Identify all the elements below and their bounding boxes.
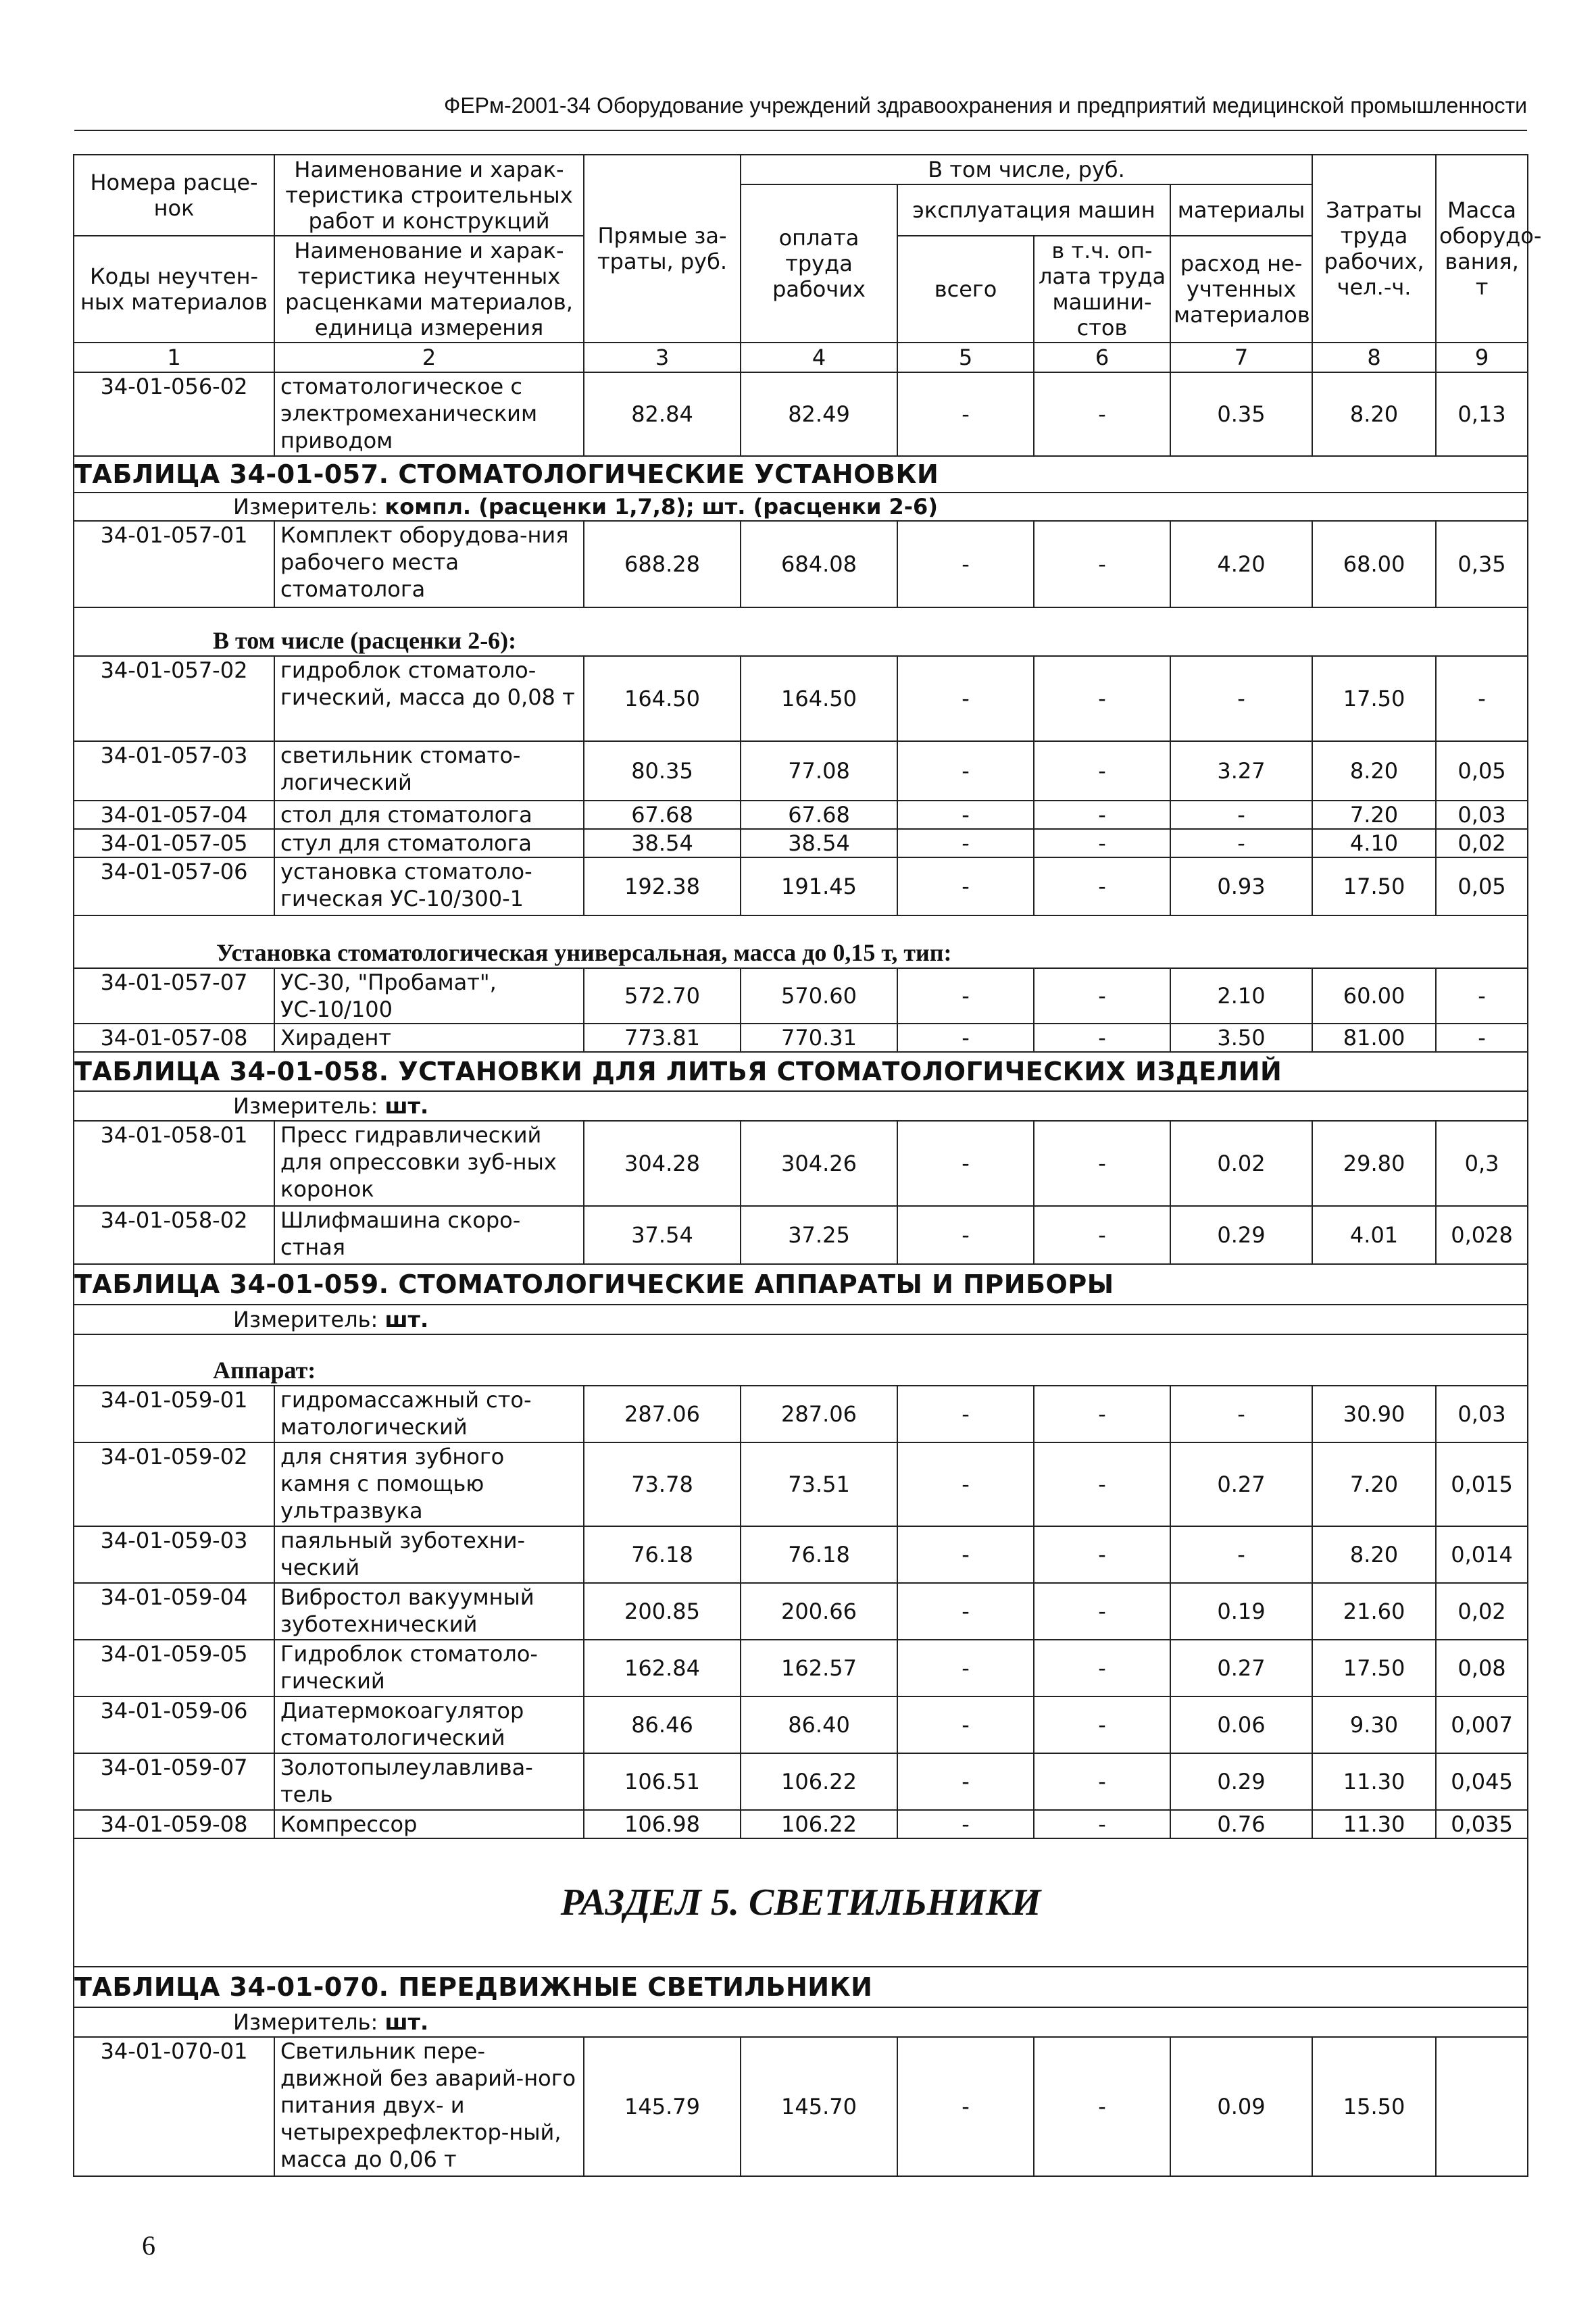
rate-name: гидроблок стоматоло-гический, масса до 0,08 т xyxy=(274,656,584,741)
labor-costs: 17.50 xyxy=(1312,857,1436,915)
machines-total: - xyxy=(897,1810,1034,1838)
table-title: ТАБЛИЦА 34-01-058. УСТАНОВКИ ДЛЯ ЛИТЬЯ СТОМАТОЛОГИЧЕСКИХ ИЗДЕЛИЙ xyxy=(74,1057,1282,1086)
table-title: ТАБЛИЦА 34-01-070. ПЕРЕДВИЖНЫЕ СВЕТИЛЬНИКИ xyxy=(74,1972,873,2002)
machinists-wages: - xyxy=(1034,1386,1170,1442)
equipment-mass: 0,08 xyxy=(1436,1640,1528,1696)
rate-name: УС-30, "Пробамат", УС-10/100 xyxy=(274,968,584,1024)
direct-costs: 145.79 xyxy=(584,2037,741,2176)
rate-code: 34-01-057-07 xyxy=(74,968,274,1024)
materials: - xyxy=(1170,829,1312,857)
machines-total: - xyxy=(897,372,1034,456)
labor-costs: 4.01 xyxy=(1312,1206,1436,1264)
direct-costs: 773.81 xyxy=(584,1024,741,1052)
machinists-wages: - xyxy=(1034,1583,1170,1640)
rate-name: Хирадент xyxy=(274,1024,584,1052)
table-row xyxy=(74,1206,1528,1264)
machinists-wages: - xyxy=(1034,741,1170,801)
direct-costs: 76.18 xyxy=(584,1526,741,1583)
rate-code: 34-01-059-04 xyxy=(74,1583,274,1640)
rate-name: паяльный зуботехни-ческий xyxy=(274,1526,584,1583)
rate-name: Шлифмашина скоро-стная xyxy=(274,1206,584,1264)
table-row xyxy=(74,1526,1528,1583)
section-5-cell xyxy=(74,1838,1528,1967)
table-row xyxy=(74,1024,1528,1052)
equipment-mass: - xyxy=(1436,1024,1528,1052)
table-title-057 xyxy=(74,456,1528,493)
table-row xyxy=(74,1640,1528,1696)
materials: - xyxy=(1170,1526,1312,1583)
equipment-mass xyxy=(1436,2037,1528,2176)
rate-code: 34-01-058-02 xyxy=(74,1206,274,1264)
rate-name: светильник стомато-логический xyxy=(274,741,584,801)
section-title: РАЗДЕЛ 5. СВЕТИЛЬНИКИ xyxy=(560,1882,1041,1923)
equipment-mass: 0,05 xyxy=(1436,741,1528,801)
equipment-mass: 0,02 xyxy=(1436,1583,1528,1640)
labor-costs: 8.20 xyxy=(1312,741,1436,801)
wages: 287.06 xyxy=(741,1386,897,1442)
rate-code: 34-01-059-08 xyxy=(74,1810,274,1838)
table-row xyxy=(74,2037,1528,2176)
unit-label: Измеритель: xyxy=(233,494,385,520)
direct-costs: 572.70 xyxy=(584,968,741,1024)
direct-costs: 80.35 xyxy=(584,741,741,801)
col-number: 3 xyxy=(584,343,741,372)
rate-code: 34-01-059-02 xyxy=(74,1442,274,1526)
machinists-wages: - xyxy=(1034,1526,1170,1583)
materials: - xyxy=(1170,1386,1312,1442)
machinists-wages: - xyxy=(1034,1024,1170,1052)
equipment-mass: 0,028 xyxy=(1436,1206,1528,1264)
equipment-mass: 0,05 xyxy=(1436,857,1528,915)
direct-costs: 164.50 xyxy=(584,656,741,741)
subheading: В том числе (расценки 2-6): xyxy=(213,627,517,654)
rate-name: гидромассажный сто-матологический xyxy=(274,1386,584,1442)
wages: 38.54 xyxy=(741,829,897,857)
wages: 191.45 xyxy=(741,857,897,915)
rates-table xyxy=(73,154,1542,2177)
labor-costs: 8.20 xyxy=(1312,1526,1436,1583)
table-header xyxy=(74,155,1542,372)
header-works-name: Наименование и харак-теристика строительных работ и конструкций xyxy=(274,155,584,236)
direct-costs: 200.85 xyxy=(584,1583,741,1640)
materials: 0.93 xyxy=(1170,857,1312,915)
direct-costs: 37.54 xyxy=(584,1206,741,1264)
machinists-wages: - xyxy=(1034,1810,1170,1838)
unit-line-057 xyxy=(74,493,1528,521)
rate-name: для снятия зубного камня с помощью ультразвука xyxy=(274,1442,584,1526)
table-title-058 xyxy=(74,1052,1528,1091)
rate-name: стоматологическое с электромеханическим приводом xyxy=(274,372,584,456)
materials: 0.76 xyxy=(1170,1810,1312,1838)
col-number: 2 xyxy=(274,343,584,372)
labor-costs: 68.00 xyxy=(1312,521,1436,607)
machinists-wages: - xyxy=(1034,1753,1170,1810)
machinists-wages: - xyxy=(1034,1206,1170,1264)
equipment-mass: 0,014 xyxy=(1436,1526,1528,1583)
wages: 570.60 xyxy=(741,968,897,1024)
equipment-mass: 0,007 xyxy=(1436,1696,1528,1753)
rate-name: стол для стоматолога xyxy=(274,801,584,829)
wages: 770.31 xyxy=(741,1024,897,1052)
materials: 4.20 xyxy=(1170,521,1312,607)
rate-name: Светильник пере-движной без аварий-ного питания двух- и четырехрефлектор-ный, масса до 0,06 т xyxy=(274,2037,584,2176)
rate-name: Диатермокоагулятор стоматологический xyxy=(274,1696,584,1753)
labor-costs: 7.20 xyxy=(1312,801,1436,829)
direct-costs: 67.68 xyxy=(584,801,741,829)
direct-costs: 73.78 xyxy=(584,1442,741,1526)
direct-costs: 162.84 xyxy=(584,1640,741,1696)
equipment-mass: 0,13 xyxy=(1436,372,1528,456)
header-rule xyxy=(74,130,1527,131)
machines-total: - xyxy=(897,968,1034,1024)
rate-name: Вибростол вакуумный зуботехнический xyxy=(274,1583,584,1640)
rate-code: 34-01-057-02 xyxy=(74,656,274,741)
equipment-mass: - xyxy=(1436,968,1528,1024)
rate-name: Золотопылеулавлива-тель xyxy=(274,1753,584,1810)
direct-costs: 304.28 xyxy=(584,1121,741,1206)
machines-total: - xyxy=(897,1583,1034,1640)
wages: 86.40 xyxy=(741,1696,897,1753)
machines-total: - xyxy=(897,1206,1034,1264)
rate-code: 34-01-059-03 xyxy=(74,1526,274,1583)
table-title-070 xyxy=(74,1967,1528,2007)
table-row xyxy=(74,741,1528,801)
machines-total: - xyxy=(897,1753,1034,1810)
rate-code: 34-01-057-04 xyxy=(74,801,274,829)
rate-code: 34-01-070-01 xyxy=(74,2037,274,2176)
machinists-wages: - xyxy=(1034,521,1170,607)
equipment-mass: - xyxy=(1436,656,1528,741)
equipment-mass: 0,035 xyxy=(1436,1810,1528,1838)
machinists-wages: - xyxy=(1034,857,1170,915)
labor-costs: 4.10 xyxy=(1312,829,1436,857)
header-wages: оплата труда рабочих xyxy=(741,184,897,343)
table-row xyxy=(74,1810,1528,1838)
machinists-wages: - xyxy=(1034,1121,1170,1206)
wages: 106.22 xyxy=(741,1753,897,1810)
page-header: ФЕРм-2001-34 Оборудование учреждений здравоохранения и предприятий медицинской промышленности xyxy=(443,93,1527,118)
labor-costs: 30.90 xyxy=(1312,1386,1436,1442)
col-number: 8 xyxy=(1312,343,1436,372)
unit-label: Измеритель: xyxy=(233,1307,385,1332)
direct-costs: 192.38 xyxy=(584,857,741,915)
labor-costs: 17.50 xyxy=(1312,1640,1436,1696)
table-row xyxy=(74,1753,1528,1810)
labor-costs: 7.20 xyxy=(1312,1442,1436,1526)
materials: 2.10 xyxy=(1170,968,1312,1024)
rate-name: Пресс гидравлический для опрессовки зуб-ных коронок xyxy=(274,1121,584,1206)
rate-code: 34-01-056-02 xyxy=(74,372,274,456)
machinists-wages: - xyxy=(1034,801,1170,829)
labor-costs: 29.80 xyxy=(1312,1121,1436,1206)
materials: 0.27 xyxy=(1170,1442,1312,1526)
wages: 37.25 xyxy=(741,1206,897,1264)
machinists-wages: - xyxy=(1034,656,1170,741)
machines-total: - xyxy=(897,1386,1034,1442)
rate-code: 34-01-059-05 xyxy=(74,1640,274,1696)
rate-code: 34-01-059-01 xyxy=(74,1386,274,1442)
rate-code: 34-01-057-08 xyxy=(74,1024,274,1052)
equipment-mass: 0,3 xyxy=(1436,1121,1528,1206)
header-unaccounted-materials: расход не-учтенных материалов xyxy=(1170,236,1312,343)
machines-total: - xyxy=(897,2037,1034,2176)
header-unaccounted-codes: Коды неучтен-ных материалов xyxy=(74,236,274,343)
materials: 0.29 xyxy=(1170,1753,1312,1810)
rate-code: 34-01-059-06 xyxy=(74,1696,274,1753)
materials: - xyxy=(1170,801,1312,829)
materials: - xyxy=(1170,656,1312,741)
rate-code: 34-01-058-01 xyxy=(74,1121,274,1206)
rate-name: Компрессор xyxy=(274,1810,584,1838)
wages: 77.08 xyxy=(741,741,897,801)
materials: 0.27 xyxy=(1170,1640,1312,1696)
materials: 0.19 xyxy=(1170,1583,1312,1640)
table-row xyxy=(74,521,1528,607)
wages: 684.08 xyxy=(741,521,897,607)
unit-value: компл. (расценки 1,7,8); шт. (расценки 2-6) xyxy=(384,494,938,520)
header-unaccounted-name: Наименование и харак-теристика неучтенных расценками материалов, единица измерения xyxy=(274,236,584,343)
unit-line-058 xyxy=(74,1091,1528,1121)
header-materials-group: материалы xyxy=(1170,184,1312,236)
machinists-wages: - xyxy=(1034,968,1170,1024)
machinists-wages: - xyxy=(1034,1696,1170,1753)
wages: 67.68 xyxy=(741,801,897,829)
subheading: Аппарат: xyxy=(213,1357,316,1384)
materials: 0.09 xyxy=(1170,2037,1312,2176)
machines-total: - xyxy=(897,829,1034,857)
page-number: 6 xyxy=(142,2230,155,2261)
rate-code: 34-01-059-07 xyxy=(74,1753,274,1810)
rate-code: 34-01-057-01 xyxy=(74,521,274,607)
machines-total: - xyxy=(897,1696,1034,1753)
header-machinists-wages: в т.ч. оп-лата труда машини-стов xyxy=(1034,236,1170,343)
materials: 0.29 xyxy=(1170,1206,1312,1264)
table-row xyxy=(74,857,1528,915)
table-row xyxy=(74,801,1528,829)
header-machines-group: эксплуатация машин xyxy=(897,184,1170,236)
subheading: Установка стоматологическая универсальная, масса до 0,15 т, тип: xyxy=(216,939,952,966)
wages: 162.57 xyxy=(741,1640,897,1696)
header-direct-costs: Прямые за-траты, руб. xyxy=(584,155,741,343)
machinists-wages: - xyxy=(1034,829,1170,857)
rate-code: 34-01-057-03 xyxy=(74,741,274,801)
unit-value: шт. xyxy=(384,2009,429,2035)
unit-line-070 xyxy=(74,2007,1528,2037)
unit-value: шт. xyxy=(384,1307,429,1332)
rate-name: стул для стоматолога xyxy=(274,829,584,857)
direct-costs: 38.54 xyxy=(584,829,741,857)
machines-total: - xyxy=(897,1526,1034,1583)
machines-total: - xyxy=(897,741,1034,801)
machines-total: - xyxy=(897,1024,1034,1052)
materials: 0.02 xyxy=(1170,1121,1312,1206)
wages: 76.18 xyxy=(741,1526,897,1583)
direct-costs: 106.51 xyxy=(584,1753,741,1810)
machines-total: - xyxy=(897,656,1034,741)
unit-label: Измеритель: xyxy=(233,2009,385,2035)
col-number: 7 xyxy=(1170,343,1312,372)
header-labor-costs: Затраты труда рабочих, чел.-ч. xyxy=(1312,155,1436,343)
table-title: ТАБЛИЦА 34-01-059. СТОМАТОЛОГИЧЕСКИЕ АППАРАТЫ И ПРИБОРЫ xyxy=(74,1269,1114,1299)
rate-name: Гидроблок стоматоло-гический xyxy=(274,1640,584,1696)
table-row xyxy=(74,829,1528,857)
machines-total: - xyxy=(897,1640,1034,1696)
table-row xyxy=(74,1386,1528,1442)
equipment-mass: 0,03 xyxy=(1436,801,1528,829)
labor-costs: 11.30 xyxy=(1312,1753,1436,1810)
labor-costs: 11.30 xyxy=(1312,1810,1436,1838)
rate-code: 34-01-057-05 xyxy=(74,829,274,857)
labor-costs: 60.00 xyxy=(1312,968,1436,1024)
labor-costs: 8.20 xyxy=(1312,372,1436,456)
table-row xyxy=(74,656,1528,741)
rate-name: установка стоматоло-гическая УС-10/300-1 xyxy=(274,857,584,915)
materials: 0.35 xyxy=(1170,372,1312,456)
materials: 3.27 xyxy=(1170,741,1312,801)
table-row xyxy=(74,1583,1528,1640)
machinists-wages: - xyxy=(1034,1640,1170,1696)
direct-costs: 287.06 xyxy=(584,1386,741,1442)
labor-costs: 17.50 xyxy=(1312,656,1436,741)
header-column-numbers xyxy=(74,343,1528,372)
rate-code: 34-01-057-06 xyxy=(74,857,274,915)
col-number: 5 xyxy=(897,343,1034,372)
machines-total: - xyxy=(897,857,1034,915)
table-row xyxy=(74,1121,1528,1206)
col-number: 6 xyxy=(1034,343,1170,372)
col-number: 9 xyxy=(1436,343,1528,372)
table-row xyxy=(74,372,1528,456)
wages: 73.51 xyxy=(741,1442,897,1526)
wages: 200.66 xyxy=(741,1583,897,1640)
equipment-mass: 0,35 xyxy=(1436,521,1528,607)
table-title-059 xyxy=(74,1264,1528,1305)
table-row xyxy=(74,1696,1528,1753)
unit-value: шт. xyxy=(384,1093,429,1119)
equipment-mass: 0,015 xyxy=(1436,1442,1528,1526)
col-number: 1 xyxy=(74,343,274,372)
unit-line-059 xyxy=(74,1305,1528,1334)
header-group-incl: В том числе, руб. xyxy=(741,155,1312,184)
materials: 3.50 xyxy=(1170,1024,1312,1052)
labor-costs: 21.60 xyxy=(1312,1583,1436,1640)
machinists-wages: - xyxy=(1034,372,1170,456)
equipment-mass: 0,045 xyxy=(1436,1753,1528,1810)
machines-total: - xyxy=(897,1121,1034,1206)
machinists-wages: - xyxy=(1034,1442,1170,1526)
table-row xyxy=(74,968,1528,1024)
rate-name: Комплект оборудова-ния рабочего места стоматолога xyxy=(274,521,584,607)
wages: 82.49 xyxy=(741,372,897,456)
machines-total: - xyxy=(897,801,1034,829)
materials: 0.06 xyxy=(1170,1696,1312,1753)
equipment-mass: 0,02 xyxy=(1436,829,1528,857)
machinists-wages: - xyxy=(1034,2037,1170,2176)
labor-costs: 9.30 xyxy=(1312,1696,1436,1753)
header-machines-total: всего xyxy=(897,236,1034,343)
machines-total: - xyxy=(897,1442,1034,1526)
wages: 106.22 xyxy=(741,1810,897,1838)
col-number: 4 xyxy=(741,343,897,372)
wages: 304.26 xyxy=(741,1121,897,1206)
labor-costs: 81.00 xyxy=(1312,1024,1436,1052)
direct-costs: 688.28 xyxy=(584,521,741,607)
wages: 145.70 xyxy=(741,2037,897,2176)
header-rate-numbers: Номера расце-нок xyxy=(74,155,274,236)
table-title: ТАБЛИЦА 34-01-057. СТОМАТОЛОГИЧЕСКИЕ УСТАНОВКИ xyxy=(74,459,939,489)
header-equipment-mass: Масса оборудо-вания, т xyxy=(1436,155,1528,343)
direct-costs: 106.98 xyxy=(584,1810,741,1838)
direct-costs: 82.84 xyxy=(584,372,741,456)
wages: 164.50 xyxy=(741,656,897,741)
direct-costs: 86.46 xyxy=(584,1696,741,1753)
unit-label: Измеритель: xyxy=(233,1093,385,1119)
labor-costs: 15.50 xyxy=(1312,2037,1436,2176)
machines-total: - xyxy=(897,521,1034,607)
table-row xyxy=(74,1442,1528,1526)
equipment-mass: 0,03 xyxy=(1436,1386,1528,1442)
